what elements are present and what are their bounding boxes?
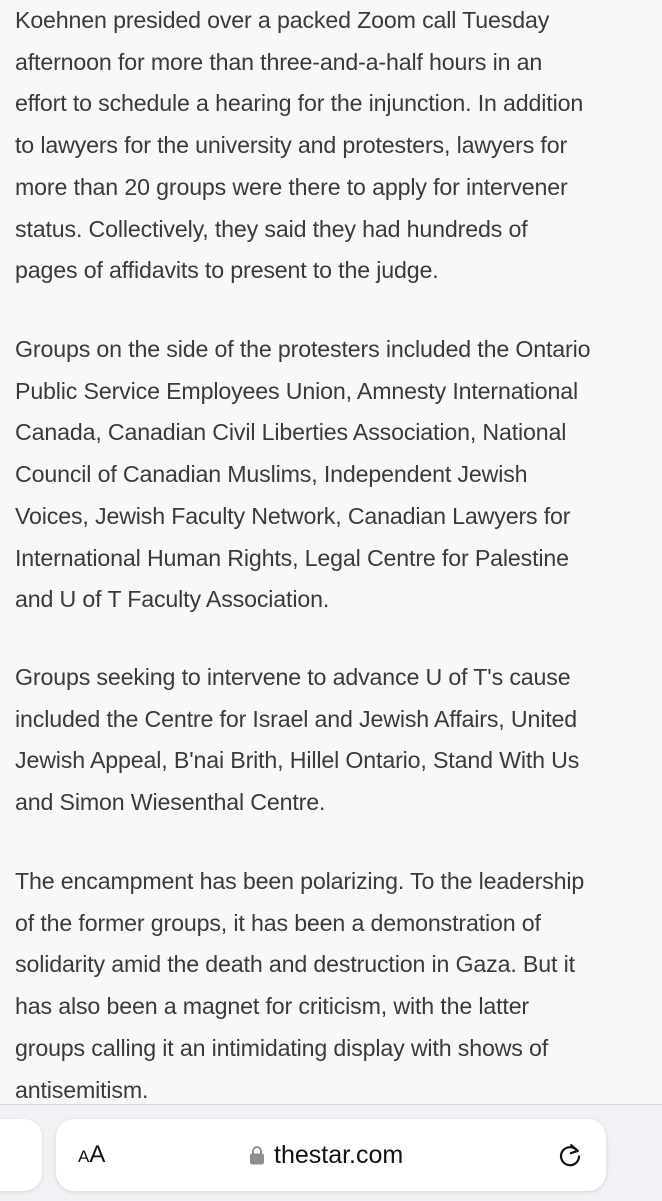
text-line: and U of T Faculty Association.	[15, 586, 330, 613]
browser-toolbar	[0, 1104, 662, 1201]
text-line: has also been a magnet for criticism, with the latter	[15, 993, 530, 1020]
text-line: to lawyers for the university and protesters, lawyers for	[15, 132, 568, 159]
text-line: International Human Rights, Legal Centre for Palestine	[15, 544, 569, 571]
text-line: effort to schedule a hearing for the injunction. In addition	[15, 90, 584, 117]
previous-tab-card[interactable]	[0, 1119, 42, 1191]
text-line: Groups seeking to intervene to advance U of T's cause	[15, 664, 571, 690]
text-line: more than 20 groups were there to apply for intervener	[15, 173, 568, 200]
text-line: The encampment has been polarizing. To the leadership	[15, 868, 585, 894]
text-line: antisemitism.	[15, 1076, 149, 1103]
text-line: Public Service Employees Union, Amnesty International	[15, 377, 579, 404]
text-line: status. Collectively, they said they had hundreds of	[15, 215, 528, 242]
text-line: Koehnen presided over a packed Zoom call Tuesday	[15, 7, 550, 33]
article-paragraph	[15, 329, 655, 621]
text-line: Canada, Canadian Civil Liberties Association, National	[15, 419, 567, 446]
text-line: of the former groups, it has been a demonstration of	[15, 909, 541, 936]
address-bar[interactable]	[56, 1119, 606, 1191]
text-line: Voices, Jewish Faculty Network, Canadian Lawyers for	[15, 502, 571, 529]
text-size-large-glyph: A	[89, 1141, 106, 1168]
reload-icon[interactable]	[556, 1141, 584, 1169]
text-size-small-glyph: A	[78, 1147, 90, 1166]
text-line: Council of Canadian Muslims, Independent Jewish	[15, 461, 528, 488]
text-line: Jewish Appeal, B'nai Brith, Hillel Ontario, Stand With Us	[15, 747, 580, 774]
article-paragraph	[15, 861, 655, 1104]
text-line: groups calling it an intimidating display with shows of	[15, 1034, 549, 1061]
text-line: included the Centre for Israel and Jewish Affairs, United	[15, 705, 578, 732]
lock-icon	[249, 1145, 265, 1165]
url-domain: thestar.com	[274, 1141, 404, 1169]
text-size-button[interactable]	[78, 1137, 105, 1173]
text-line: Groups on the side of the protesters included the Ontario	[15, 336, 591, 362]
text-line: and Simon Wiesenthal Centre.	[15, 789, 326, 816]
article-paragraph	[15, 657, 655, 824]
text-line: afternoon for more than three-and-a-half hours in an	[15, 48, 543, 75]
article-paragraph	[15, 0, 655, 292]
text-line: solidarity amid the death and destruction in Gaza. But it	[15, 951, 575, 978]
text-line: pages of affidavits to present to the judge.	[15, 257, 439, 284]
